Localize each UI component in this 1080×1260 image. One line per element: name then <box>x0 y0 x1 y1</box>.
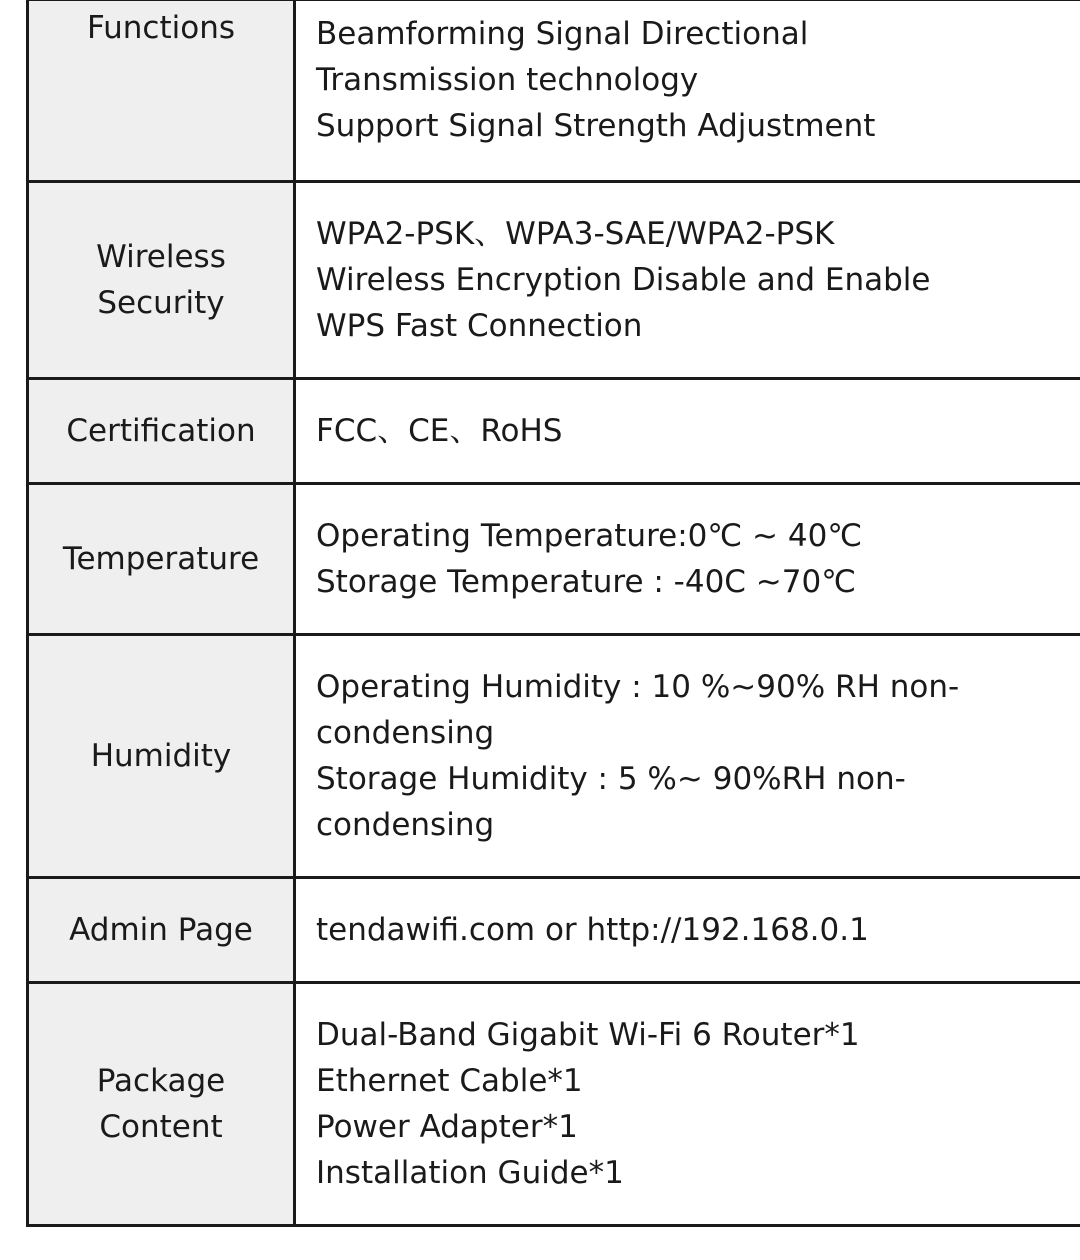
spec-label: Security <box>97 285 225 321</box>
spec-label: Temperature <box>62 541 260 577</box>
spec-row-wireless-security <box>28 182 1080 379</box>
spec-value-cell <box>295 0 1080 182</box>
spec-value-line: Power Adapter*1 <box>316 1109 578 1145</box>
spec-label-cell <box>28 983 295 1226</box>
spec-label-cell <box>28 878 295 983</box>
spec-value-cell <box>295 983 1080 1226</box>
spec-value-line: Operating Humidity : 10 %~90% RH non- <box>316 669 960 705</box>
spec-row-package-content <box>28 983 1080 1226</box>
spec-row-admin-page <box>28 878 1080 983</box>
spec-table <box>26 0 1080 1227</box>
spec-value-cell <box>295 635 1080 878</box>
spec-label: Package <box>96 1063 226 1099</box>
spec-label-cell <box>28 182 295 379</box>
spec-value-line: FCC、CE、RoHS <box>316 413 563 449</box>
spec-label: Content <box>99 1109 223 1145</box>
spec-label: Functions <box>86 10 235 46</box>
spec-value-line: Support Signal Strength Adjustment <box>316 108 876 144</box>
spec-value-cell <box>295 484 1080 635</box>
spec-value-line: Operating Temperature:0℃ ~ 40℃ <box>316 518 863 554</box>
spec-label-cell <box>28 379 295 484</box>
spec-row-functions <box>28 0 1080 182</box>
spec-value-line: Transmission technology <box>316 62 699 98</box>
spec-row-certification <box>28 379 1080 484</box>
spec-value-cell <box>295 182 1080 379</box>
spec-label-cell <box>28 0 295 182</box>
spec-value-line: WPA2-PSK、WPA3-SAE/WPA2-PSK <box>316 216 835 252</box>
spec-value-line: condensing <box>316 715 495 751</box>
spec-row-humidity <box>28 635 1080 878</box>
spec-value-line: condensing <box>316 807 495 843</box>
spec-label-cell <box>28 484 295 635</box>
spec-value-line: Installation Guide*1 <box>316 1155 624 1191</box>
spec-label-cell <box>28 635 295 878</box>
spec-value-line: Dual-Band Gigabit Wi-Fi 6 Router*1 <box>316 1017 860 1053</box>
spec-value-line: Storage Temperature : -40C ~70℃ <box>316 564 857 600</box>
spec-value-line: WPS Fast Connection <box>316 308 643 344</box>
spec-value-cell <box>295 878 1080 983</box>
spec-label: Wireless <box>96 239 226 275</box>
spec-label: Admin Page <box>69 912 253 948</box>
spec-label: Humidity <box>90 738 232 774</box>
spec-value-line: Wireless Encryption Disable and Enable <box>316 262 931 298</box>
spec-value-line: Storage Humidity : 5 %~ 90%RH non- <box>316 761 906 797</box>
spec-value-line: Beamforming Signal Directional <box>316 16 809 52</box>
spec-value-cell <box>295 379 1080 484</box>
spec-row-temperature <box>28 484 1080 635</box>
spec-value-line: Ethernet Cable*1 <box>316 1063 583 1099</box>
spec-value-line: tendawifi.com or http://192.168.0.1 <box>316 912 869 948</box>
spec-label: Certification <box>66 413 256 449</box>
